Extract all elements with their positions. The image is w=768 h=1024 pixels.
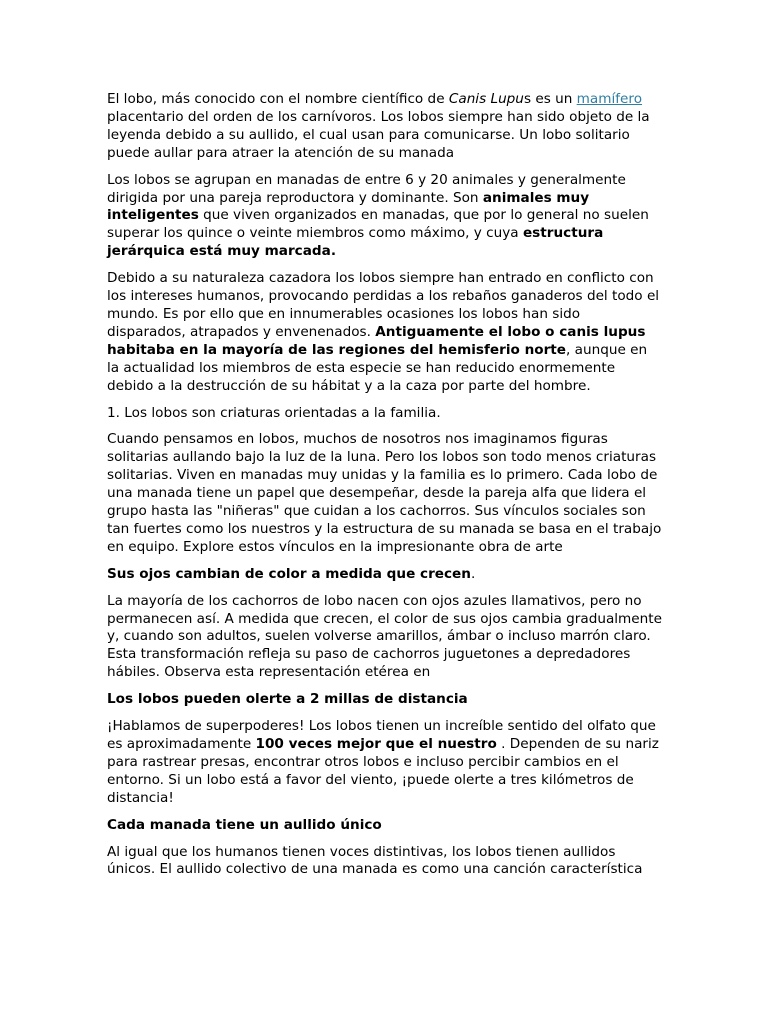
text-run: s es un bbox=[523, 91, 577, 107]
paragraph-ojos: La mayoría de los cachorros de lobo nacen con ojos azules llamativos, pero no permanecen así. A medida que crecen, el color de sus ojos cambia gradualmente y, cuando son adultos, suelen volverse amarillos, ámbar o incluso marrón claro. Esta transformación refleja su paso de cachorros juguetones a depredadores hábiles. Observa esta representación etérea en bbox=[107, 592, 662, 681]
text-run: , aunque en la actualidad los miembros de esta especie se han reducido enormemente debido a la destrucción de su hábitat y a la caza por parte del hombre. bbox=[107, 341, 648, 394]
document-page bbox=[107, 91, 663, 888]
list-item-1: 1. Los lobos son criaturas orientadas a la familia. bbox=[107, 404, 441, 421]
paragraph-manadas bbox=[107, 172, 663, 262]
paragraph-intro bbox=[107, 91, 663, 163]
paragraph-familia: Cuando pensamos en lobos, muchos de nosotros nos imaginamos figuras solitarias aullando bajo la luz de la luna. Pero los lobos son todo menos criaturas solitarias. Viven en manadas muy unidas y la familia es lo primero. Cada lobo de una manada tiene un papel que desempeñar, desde la pareja alfa que lidera el grupo hasta las "niñeras" que cuidan a los cachorros. Sus vínculos sociales son tan fuertes como los nuestros y la estructura de su manada se basa en el trabajo en equipo. Explore estos vínculos en la impresionante obra de arte bbox=[107, 431, 662, 555]
text-run: que viven organizados en manadas, que por lo general no suelen superar los quince o veinte miembros como máximo, y cuya bbox=[107, 207, 649, 242]
italic-text: Canis Lupu bbox=[448, 91, 524, 107]
paragraph-aullido: Al igual que los humanos tienen voces distintivas, los lobos tienen aullidos únicos. El aullido colectivo de una manada es como una canción característica bbox=[107, 843, 643, 878]
text-run: ¡Hablamos de superpoderes! Los lobos tienen un increíble sentido del olfato que es aproximadamente bbox=[107, 718, 656, 752]
bold-text: estructura jerárquica está muy marcada. bbox=[107, 225, 604, 260]
bold-text: Sus ojos cambian de color a medida que crecen bbox=[107, 565, 471, 582]
bold-text: Los lobos pueden olerte a 2 millas de distancia bbox=[107, 691, 468, 708]
text-run: El lobo, más conocido con el nombre científico de bbox=[107, 91, 449, 107]
text-run: Los lobos se agrupan en manadas de entre 6 y 20 animales y generalmente dirigida por una pareja reproductora y dominante. Son bbox=[107, 171, 626, 206]
text-run: . Dependen de su nariz para rastrear presas, encontrar otros lobos e incluso percibir cambios en el entorno. Si un lobo está a favor del viento, ¡puede olerte a tres kilómetros de distancia! bbox=[107, 736, 659, 806]
text-run: Debido a su naturaleza cazadora los lobos siempre han entrado en conflicto con los intereses humanos, provocando perdidas a los rebaños ganaderos del todo el mundo. Es por ello que en innumerables ocasiones los lobos han sido disparados, atrapados y envenenados. bbox=[107, 270, 660, 340]
text-run: placentario del orden de los carnívoros. Los lobos siempre han sido objeto de la leyenda debido a su aullido, el cual usan para comunicarse. Un lobo solitario puede aullar para atraer la atención de su manada bbox=[107, 108, 650, 161]
bold-text: animales muy inteligentes bbox=[107, 189, 590, 224]
bold-text: Cada manada tiene un aullido único bbox=[107, 816, 382, 833]
paragraph-conflicto bbox=[107, 270, 663, 395]
mamifero-link[interactable]: mamífero bbox=[576, 91, 643, 107]
heading-olfato bbox=[107, 691, 663, 709]
bold-text: 100 veces mejor que el nuestro bbox=[255, 736, 497, 752]
text-run: . bbox=[470, 565, 476, 582]
heading-aullido bbox=[107, 817, 663, 835]
paragraph-olfato bbox=[107, 718, 663, 808]
bold-text: Antiguamente el lobo o canis lupus habitaba en la mayoría de las regiones del hemisferio norte bbox=[107, 323, 646, 358]
heading-ojos bbox=[107, 566, 663, 584]
